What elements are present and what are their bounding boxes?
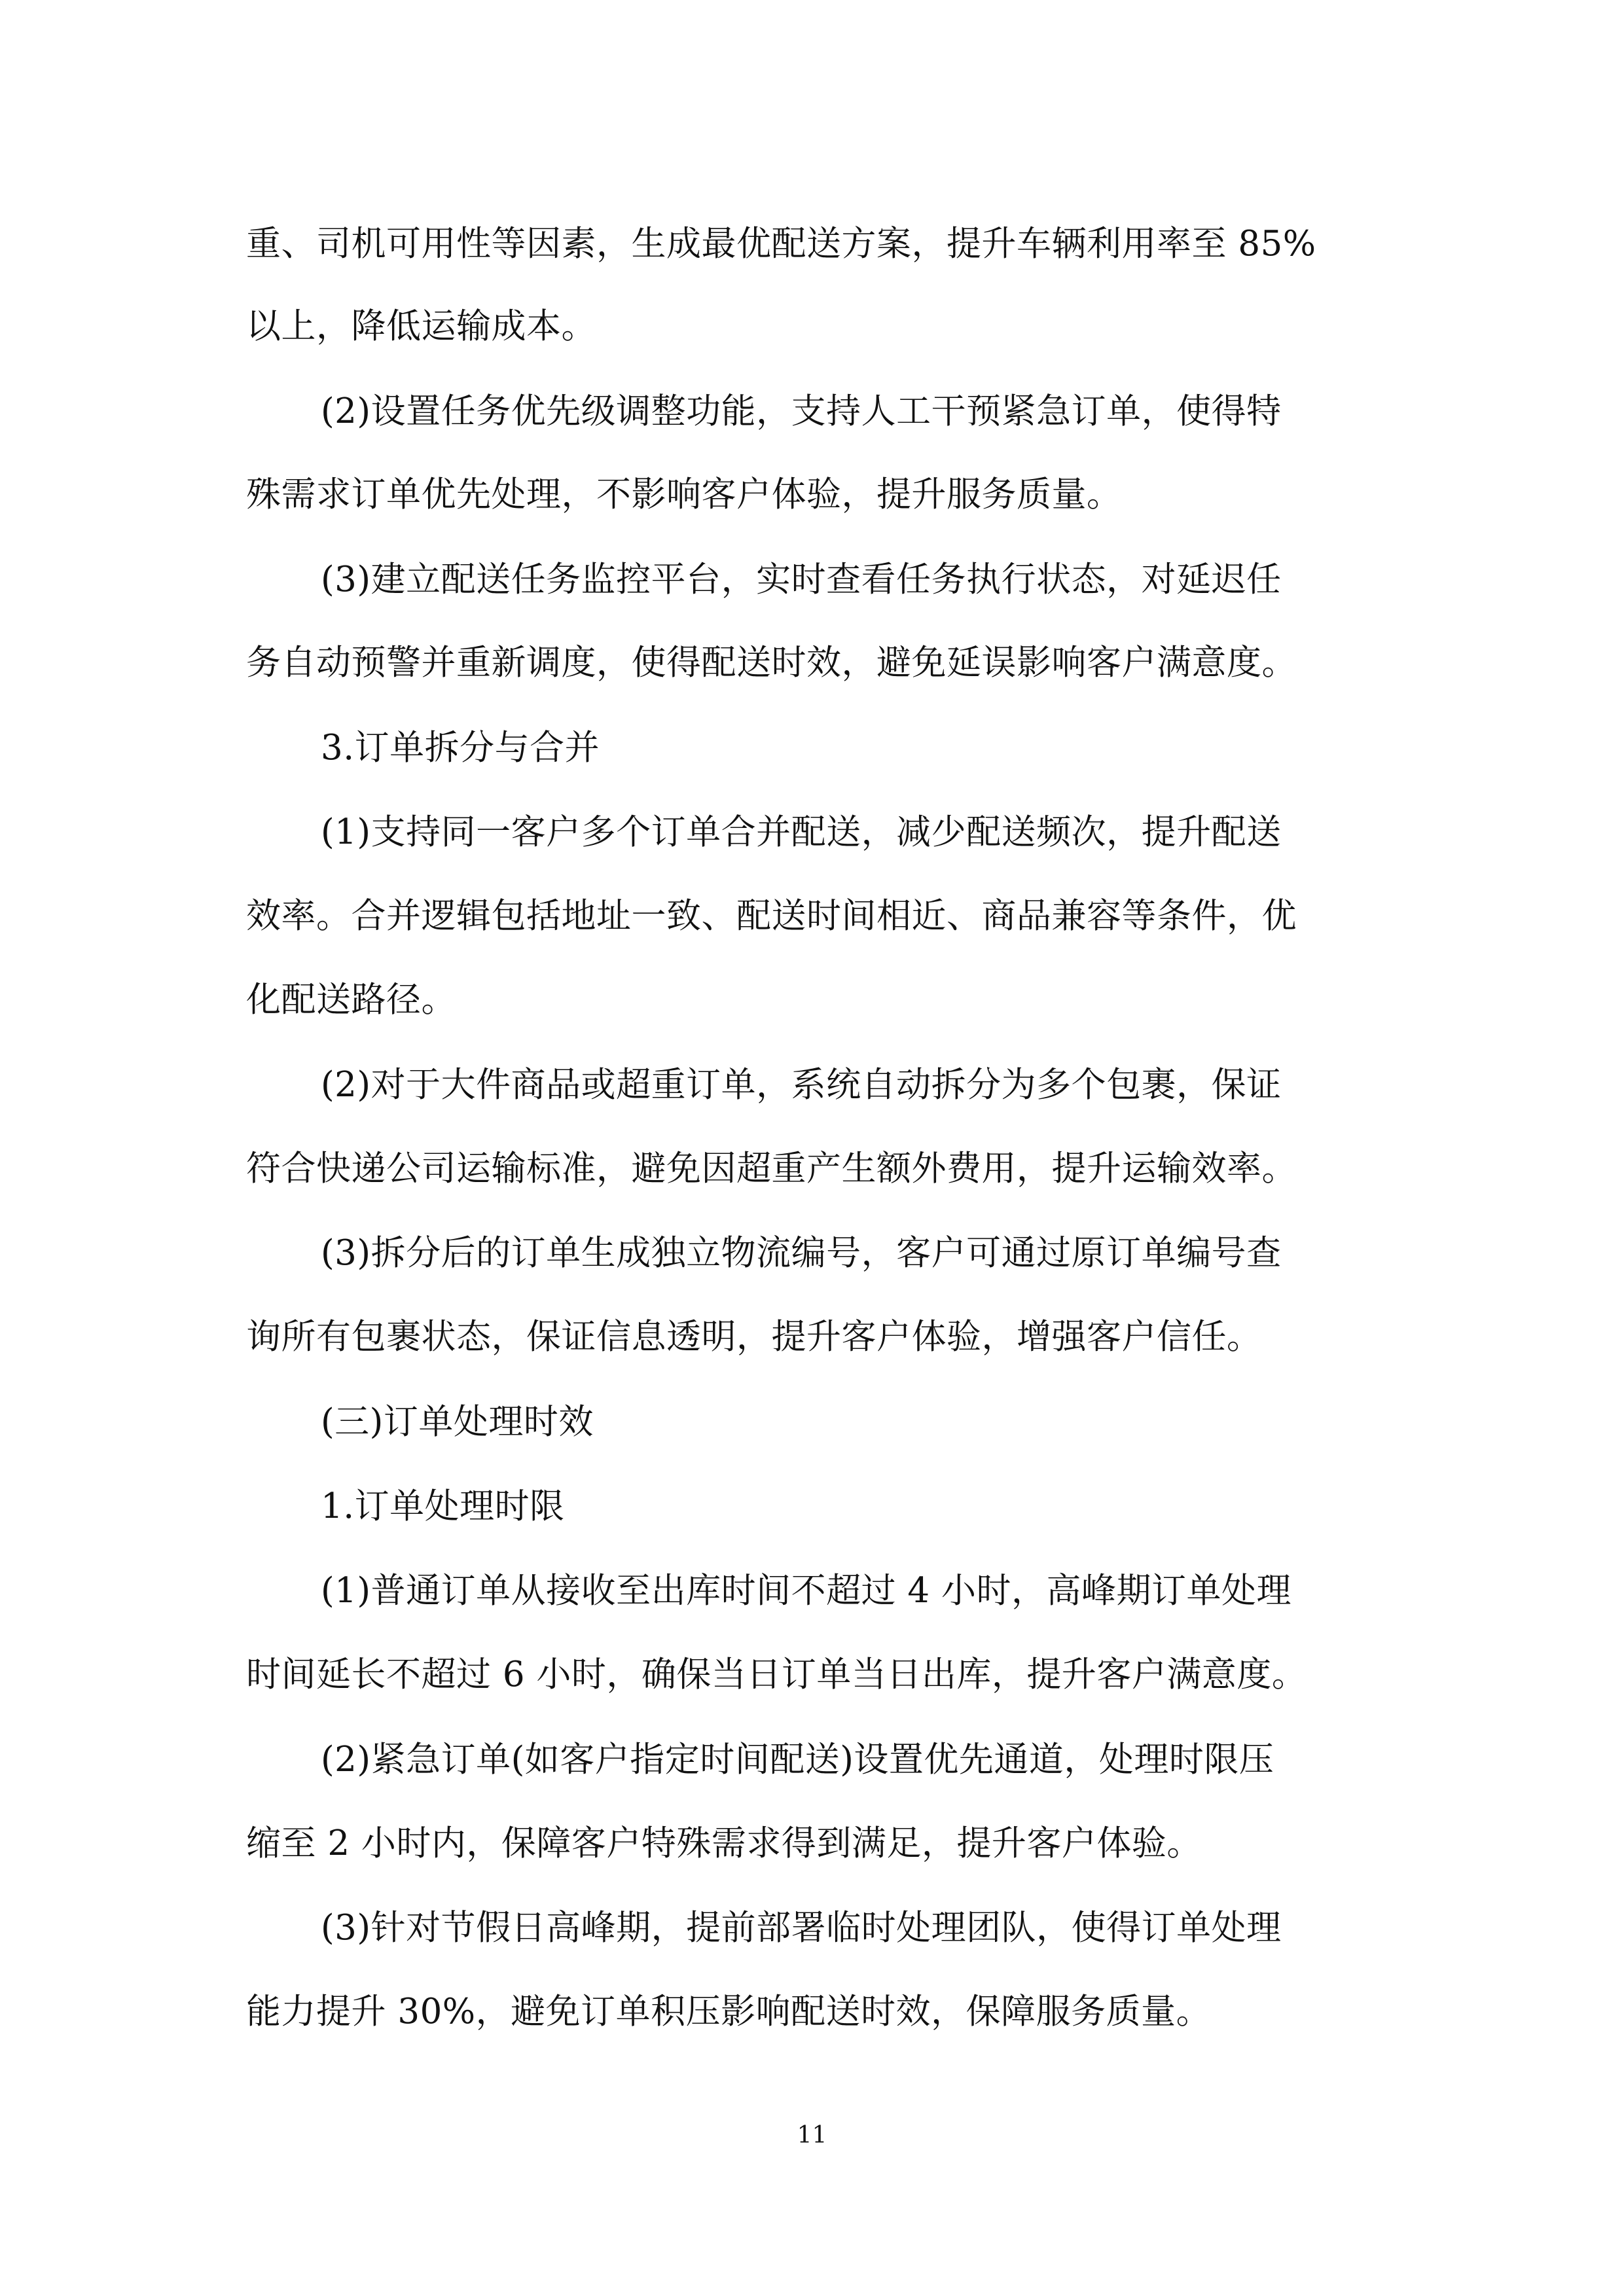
section-heading: 1.订单处理时限 — [321, 1486, 565, 1526]
text-line: (3)针对节假日高峰期，提前部署临时处理团队，使得订单处理 — [321, 1908, 1282, 1948]
text-line: (2)对于大件商品或超重订单，系统自动拆分为多个包裹，保证 — [321, 1065, 1282, 1105]
text-line: 缩至 2 小时内，保障客户特殊需求得到满足，提升客户体验。 — [246, 1823, 1202, 1863]
text-line: 殊需求订单优先处理，不影响客户体验，提升服务质量。 — [246, 475, 1122, 514]
text-line: (1)支持同一客户多个订单合并配送，减少配送频次，提升配送 — [321, 812, 1282, 852]
text-line: 务自动预警并重新调度，使得配送时效，避免延误影响客户满意度。 — [246, 643, 1297, 683]
text-line: 重、司机可用性等因素，生成最优配送方案，提升车辆利用率至 85% — [246, 224, 1316, 264]
text-line: (1)普通订单从接收至出库时间不超过 4 小时，高峰期订单处理 — [321, 1571, 1291, 1611]
text-line: 询所有包裹状态，保证信息透明，提升客户体验，增强客户信任。 — [246, 1317, 1262, 1357]
section-heading: 3.订单拆分与合并 — [321, 728, 600, 768]
text-line: 时间延长不超过 6 小时，确保当日订单当日出库，提升客户满意度。 — [246, 1655, 1307, 1695]
text-line: 化配送路径。 — [246, 980, 456, 1020]
text-line: 以上，降低运输成本。 — [246, 306, 596, 346]
section-heading: (三)订单处理时效 — [321, 1402, 594, 1442]
text-line: 符合快递公司运输标准，避免因超重产生额外费用，提升运输效率。 — [246, 1149, 1297, 1189]
page-number: 11 — [797, 2122, 827, 2149]
text-line: 能力提升 30%，避免订单积压影响配送时效，保障服务质量。 — [246, 1992, 1212, 2032]
text-line: (2)设置任务优先级调整功能，支持人工干预紧急订单，使得特 — [321, 391, 1282, 431]
text-line: (3)建立配送任务监控平台，实时查看任务执行状态，对延迟任 — [321, 560, 1282, 600]
text-line: (3)拆分后的订单生成独立物流编号，客户可通过原订单编号查 — [321, 1233, 1282, 1273]
text-line: 效率。合并逻辑包括地址一致、配送时间相近、商品兼容等条件，优 — [246, 896, 1297, 936]
text-line: (2)紧急订单(如客户指定时间配送)设置优先通道，处理时限压 — [321, 1740, 1274, 1780]
